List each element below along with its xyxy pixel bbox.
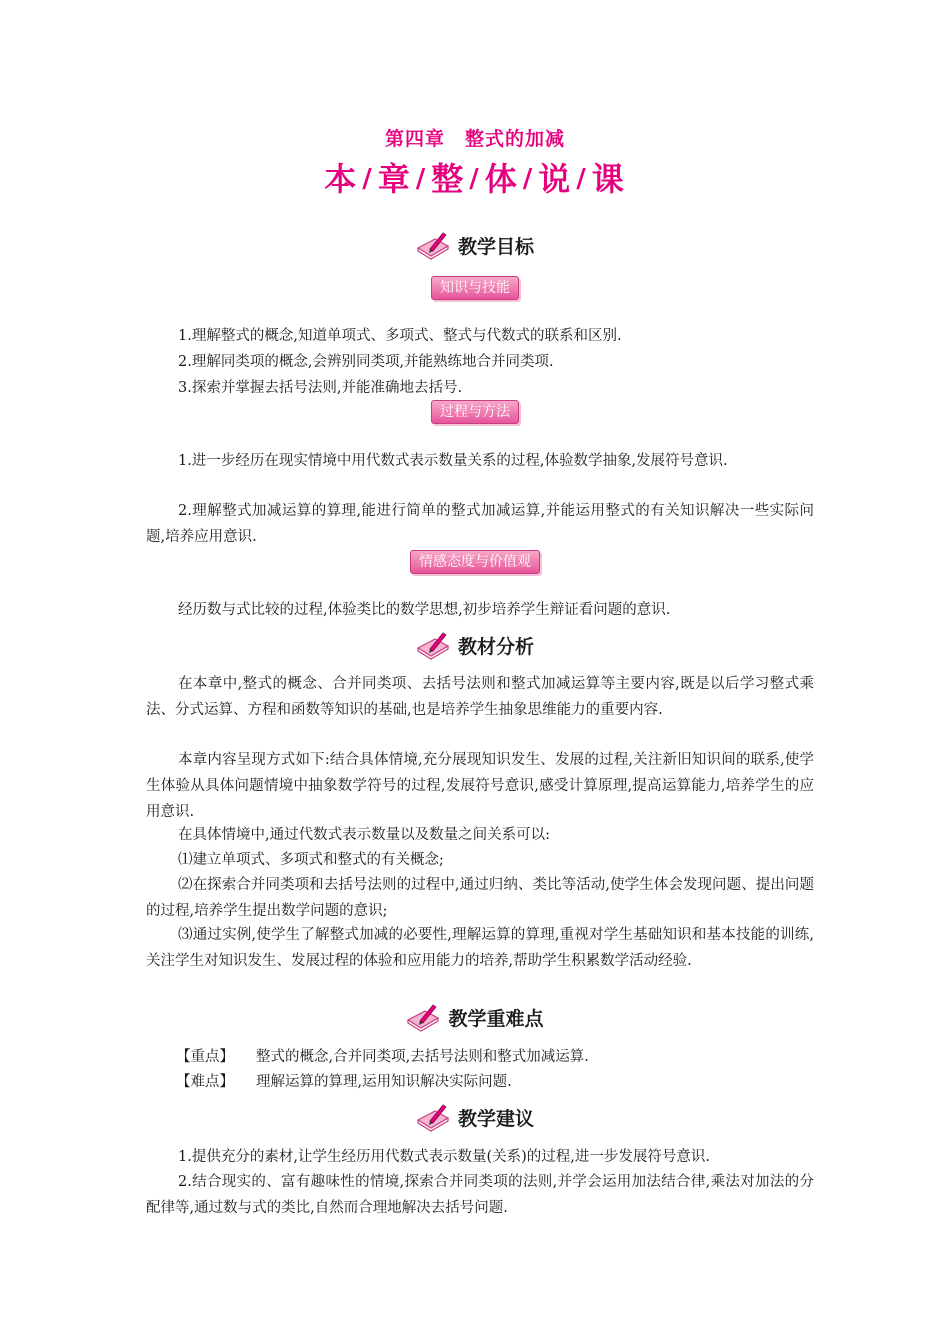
badge-label: 情感态度与价值观 xyxy=(410,550,540,574)
difficulty-tag: 【难点】 xyxy=(176,1074,234,1090)
knowledge-item xyxy=(146,375,814,401)
analysis-paragraph: 本章内容呈现方式如下:结合具体情境,充分展现知识发生、发展的过程,关注新旧知识间的联系,使学生体验从具体问题情境中抽象数学符号的过程,发展符号意识,感受计算原理,提高运算能力,培养学生的应用意识. xyxy=(146,752,814,820)
analysis-list-item: ⑶通过实例,使学生了解整式加减的必要性,理解运算的算理,重视对学生基础知识和基本技能的训练,关注学生对知识发生、发展过程的体验和应用能力的培养,帮助学生积累数学活动经验. xyxy=(146,927,814,969)
title-separator: / xyxy=(576,164,588,194)
book-pen-icon xyxy=(416,230,450,260)
title-separator: / xyxy=(362,164,374,194)
big-title-char: 整 xyxy=(431,160,466,198)
emotion-text: 经历数与式比较的过程,体验类比的数学思想,初步培养学生辩证看问题的意识. xyxy=(178,602,671,618)
subheading-emotion xyxy=(0,550,950,574)
big-title-char: 课 xyxy=(591,160,626,198)
section-title: 教学重难点 xyxy=(448,1007,544,1030)
item-text: 2.理解同类项的概念,会辨别同类项,并能熟练地合并同类项. xyxy=(178,354,554,370)
chapter-title: 第四章 整式的加减 xyxy=(384,128,565,150)
process-item: 2.理解整式加减运算的算理,能进行简单的整式加减运算,并能运用整式的有关知识解决一些实际问题,培养应用意识. xyxy=(146,503,814,545)
section-heading-analysis xyxy=(0,628,950,662)
section-heading-suggestions xyxy=(0,1100,950,1134)
big-title-char: 说 xyxy=(538,160,573,198)
knowledge-item xyxy=(146,323,814,349)
subheading-process xyxy=(0,400,950,424)
big-title xyxy=(0,154,950,200)
key-tag: 【重点】 xyxy=(176,1049,234,1065)
knowledge-item xyxy=(146,349,814,375)
badge-label: 知识与技能 xyxy=(431,276,519,300)
analysis-paragraph: 在具体情境中,通过代数式表示数量以及数量之间关系可以: xyxy=(178,827,550,843)
subheading-knowledge xyxy=(0,276,950,300)
title-separator: / xyxy=(415,164,428,194)
process-item: 1.进一步经历在现实情境中用代数式表示数量关系的过程,体验数学抽象,发展符号意识. xyxy=(178,453,728,469)
title-separator: / xyxy=(469,164,481,194)
big-title-char: 体 xyxy=(484,160,519,198)
badge-label: 过程与方法 xyxy=(431,400,519,424)
section-heading-keypoints xyxy=(0,1000,950,1034)
book-pen-icon xyxy=(416,1102,450,1132)
big-title-char: 章 xyxy=(377,160,412,198)
suggestion-item: 2.结合现实的、富有趣味性的情境,探索合并同类项的法则,并学会运用加法结合律,乘法对加法的分配律等,通过数与式的类比,自然而合理地解决去括号问题. xyxy=(146,1174,814,1216)
suggestion-item: 1.提供充分的素材,让学生经历用代数式表示数量(关系)的过程,进一步发展符号意识. xyxy=(178,1149,710,1165)
item-text: 1.理解整式的概念,知道单项式、多项式、整式与代数式的联系和区别. xyxy=(178,328,622,344)
analysis-list-item: ⑵在探索合并同类项和去括号法则的过程中,通过归纳、类比等活动,使学生体会发现问题、提出问题的过程,培养学生提出数学问题的意识; xyxy=(146,877,814,919)
analysis-list-item: ⑴建立单项式、多项式和整式的有关概念; xyxy=(178,852,444,868)
section-title: 教材分析 xyxy=(457,635,534,658)
analysis-paragraph: 在本章中,整式的概念、合并同类项、去括号法则和整式加减运算等主要内容,既是以后学习整式乘法、分式运算、方程和函数等知识的基础,也是培养学生抽象思维能力的重要内容. xyxy=(146,676,814,718)
book-pen-icon xyxy=(406,1002,440,1032)
big-title-char: 本 xyxy=(324,160,359,198)
key-text: 整式的概念,合并同类项,去括号法则和整式加减运算. xyxy=(256,1049,589,1065)
item-text: 3.探索并掌握去括号法则,并能准确地去括号. xyxy=(178,380,463,396)
difficulty-row xyxy=(146,1069,814,1095)
difficulty-text: 理解运算的算理,运用知识解决实际问题. xyxy=(256,1074,512,1090)
title-separator: / xyxy=(522,164,535,194)
book-pen-icon xyxy=(416,630,450,660)
section-heading-goals xyxy=(0,228,950,262)
section-title: 教学目标 xyxy=(457,235,534,258)
key-point-row xyxy=(146,1044,814,1070)
section-title: 教学建议 xyxy=(457,1107,534,1130)
